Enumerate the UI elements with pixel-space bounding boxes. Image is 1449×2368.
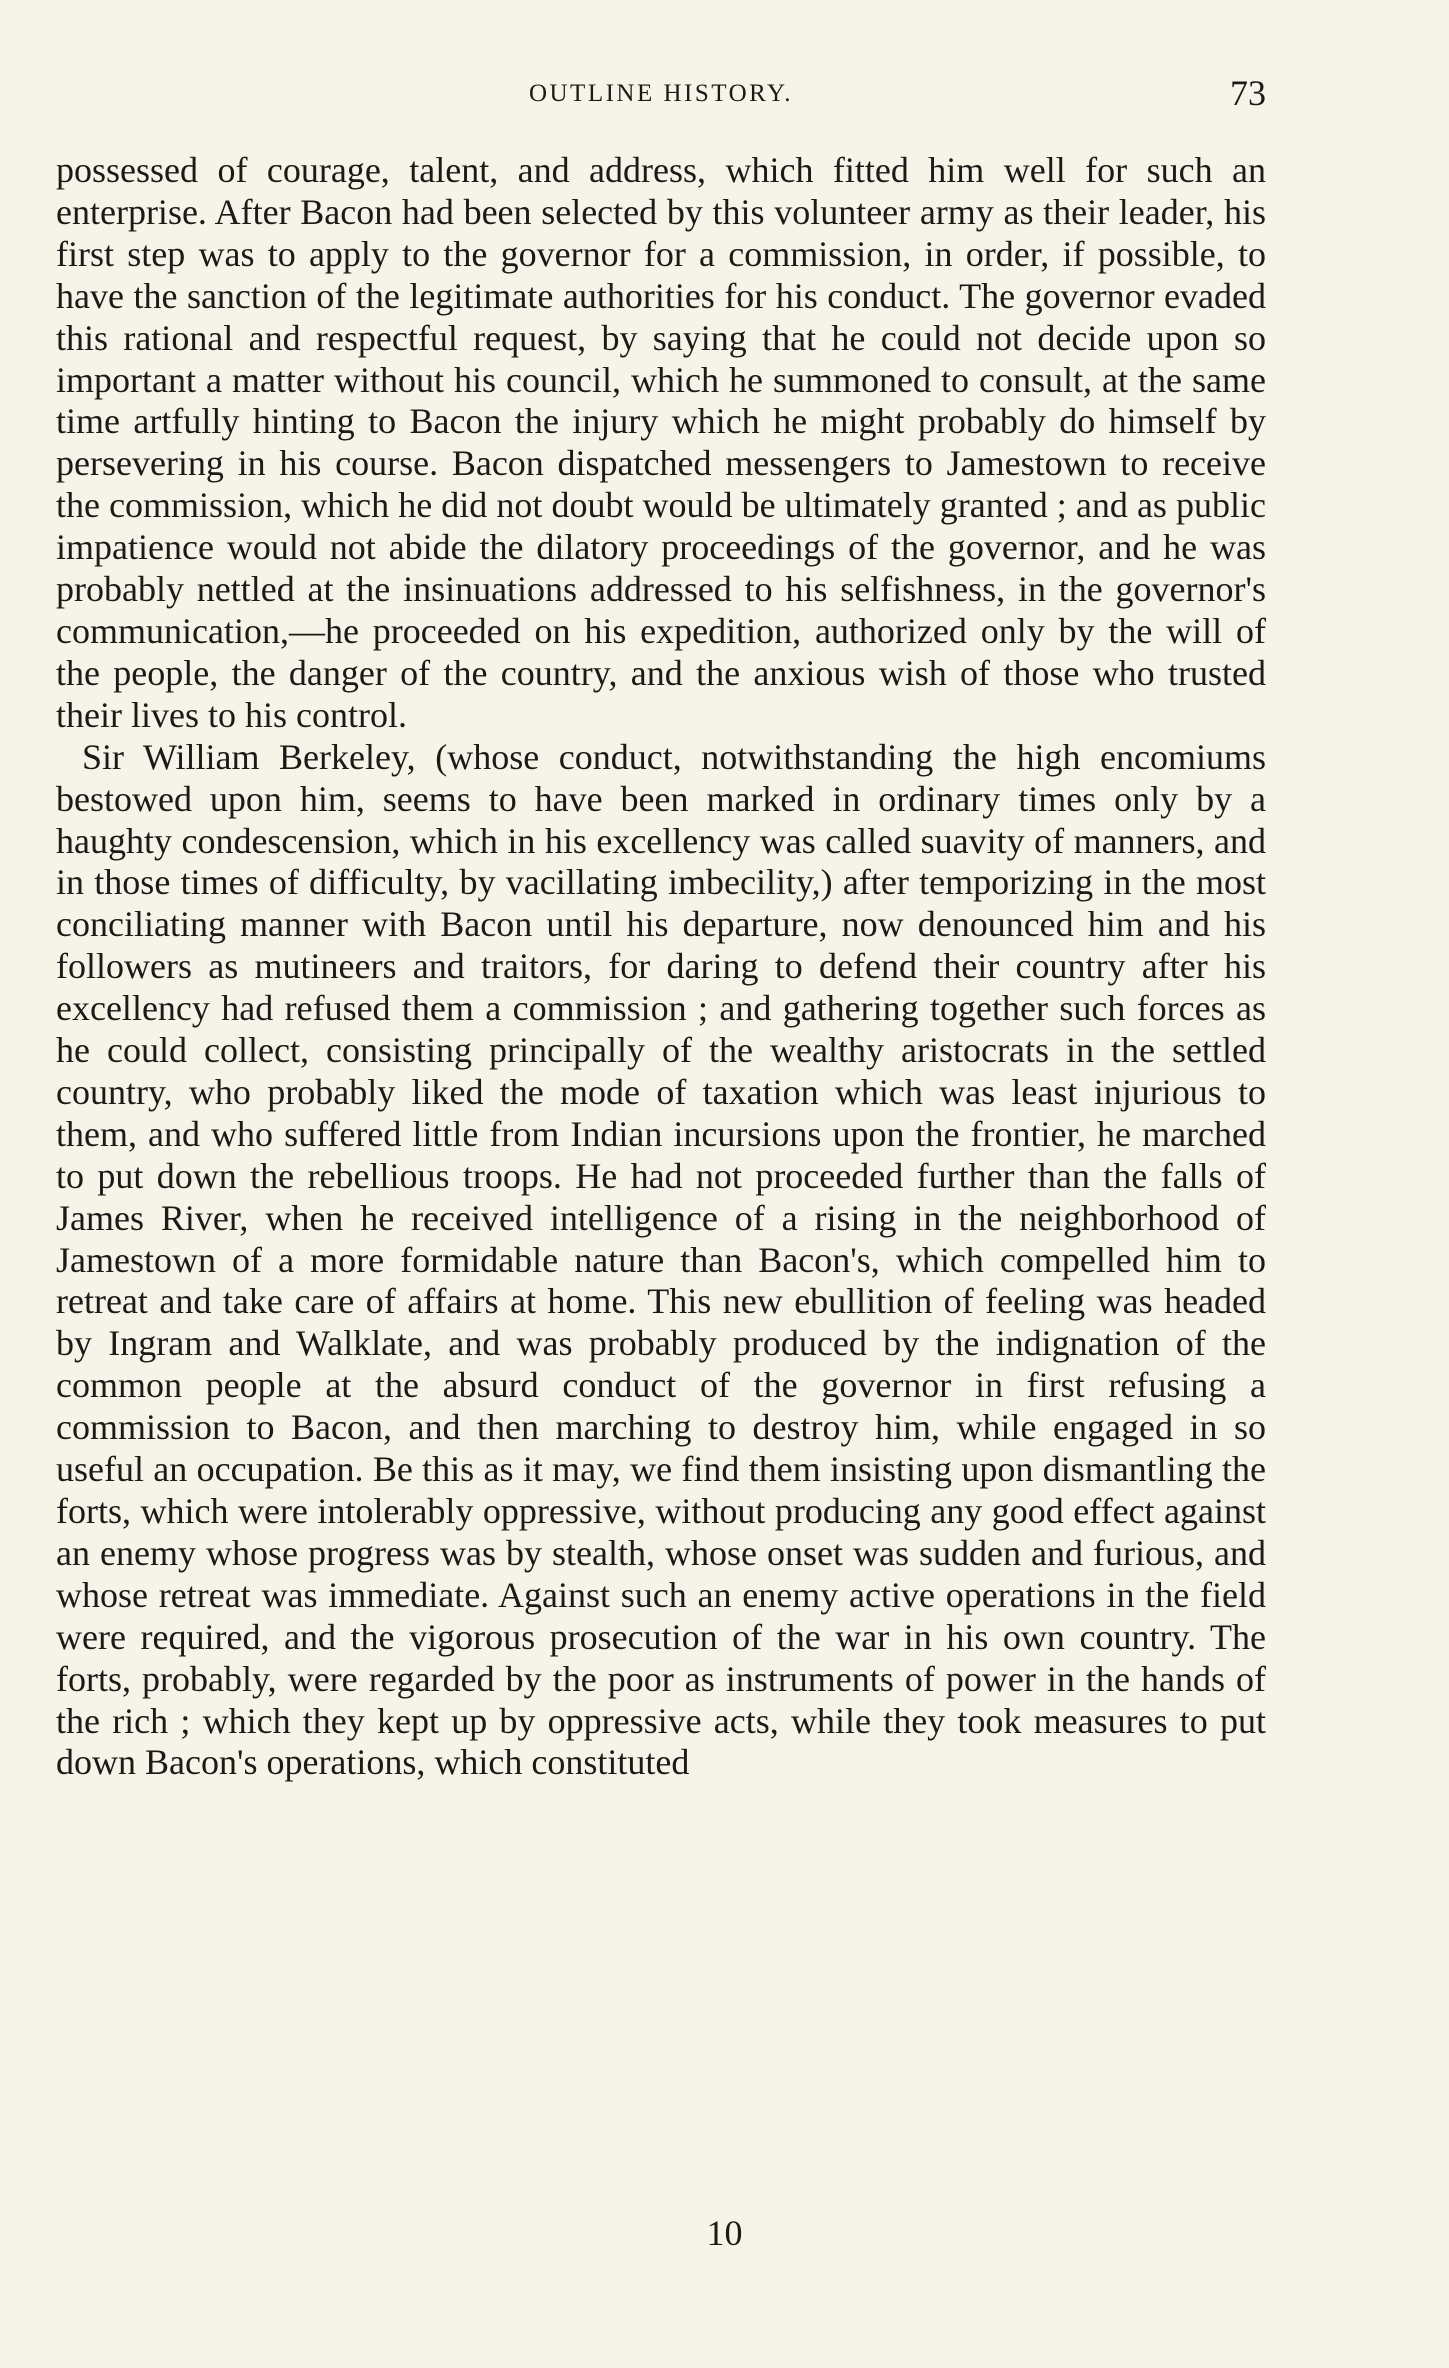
running-title: OUTLINE HISTORY.: [528, 80, 794, 107]
page-number: 73: [1230, 73, 1266, 113]
running-head: [56, 72, 1266, 116]
paragraph-bacon-commission: possessed of courage, talent, and address, which fitted him well for such an enterprise. After Bacon had been selected by this volunteer army as their leader, his first step was to apply to the governor for a commission, in order, if possible, to have the sanction of the legitimate authorities for his conduct. The governor evaded this rational and respectful request, by saying that he could not decide upon so important a matter without his council, which he summoned to consult, at the same time artfully hinting to Bacon the injury which he might probably do himself by persevering in his course. Bacon dispatched messengers to Jamestown to receive the commission, which he did not doubt would be ultimately granted ; and as public impatience would not abide the dilatory proceedings of the governor, and he was probably nettled at the insinuations addressed to his selfishness, in the governor's communication,—he proceeded on his expedition, authorized only by the will of the people, the danger of the country, and the anxious wish of those who trusted their lives to his control.: [56, 150, 1266, 735]
signature-mark: 10: [706, 2213, 743, 2253]
paragraph-berkeley: Sir William Berkeley, (whose conduct, notwithstanding the high encomiums bestowed upon him, seems to have been marked in ordinary times only by a haughty condescension, which in his excellency was called suavity of manners, and in those times of difficulty, by vacillating imbecility,) after temporizing in the most conciliating manner with Bacon until his departure, now denounced him and his followers as mutineers and traitors, for daring to defend their country after his excellency had refused them a commission ; and gathering together such forces as he could collect, consisting principally of the wealthy aristocrats in the settled country, who probably liked the mode of taxation which was least injurious to them, and who suffered little from Indian incursions upon the frontier, he marched to put down the rebellious troops. He had not proceeded further than the falls of James River, when he received intelligence of a rising in the neighborhood of Jamestown of a more formidable nature than Bacon's, which compelled him to retreat and take care of affairs at home. This new ebullition of feeling was headed by Ingram and Walklate, and was probably produced by the indignation of the common people at the absurd conduct of the governor in first refusing a commission to Bacon, and then marching to destroy him, while engaged in so useful an occupation. Be this as it may, we find them insisting upon dismantling the forts, which were intolerably oppressive, without producing any good effect against an enemy whose progress was by stealth, whose onset was sudden and furious, and whose retreat was immediate. Against such an enemy active operations in the field were required, and the vigorous prosecution of the war in his own country. The forts, probably, were regarded by the poor as instruments of power in the hands of the rich ; which they kept up by oppressive acts, while they took measures to put down Bacon's operations, which constituted: [56, 736, 1266, 1783]
body-text: [56, 150, 1266, 1784]
